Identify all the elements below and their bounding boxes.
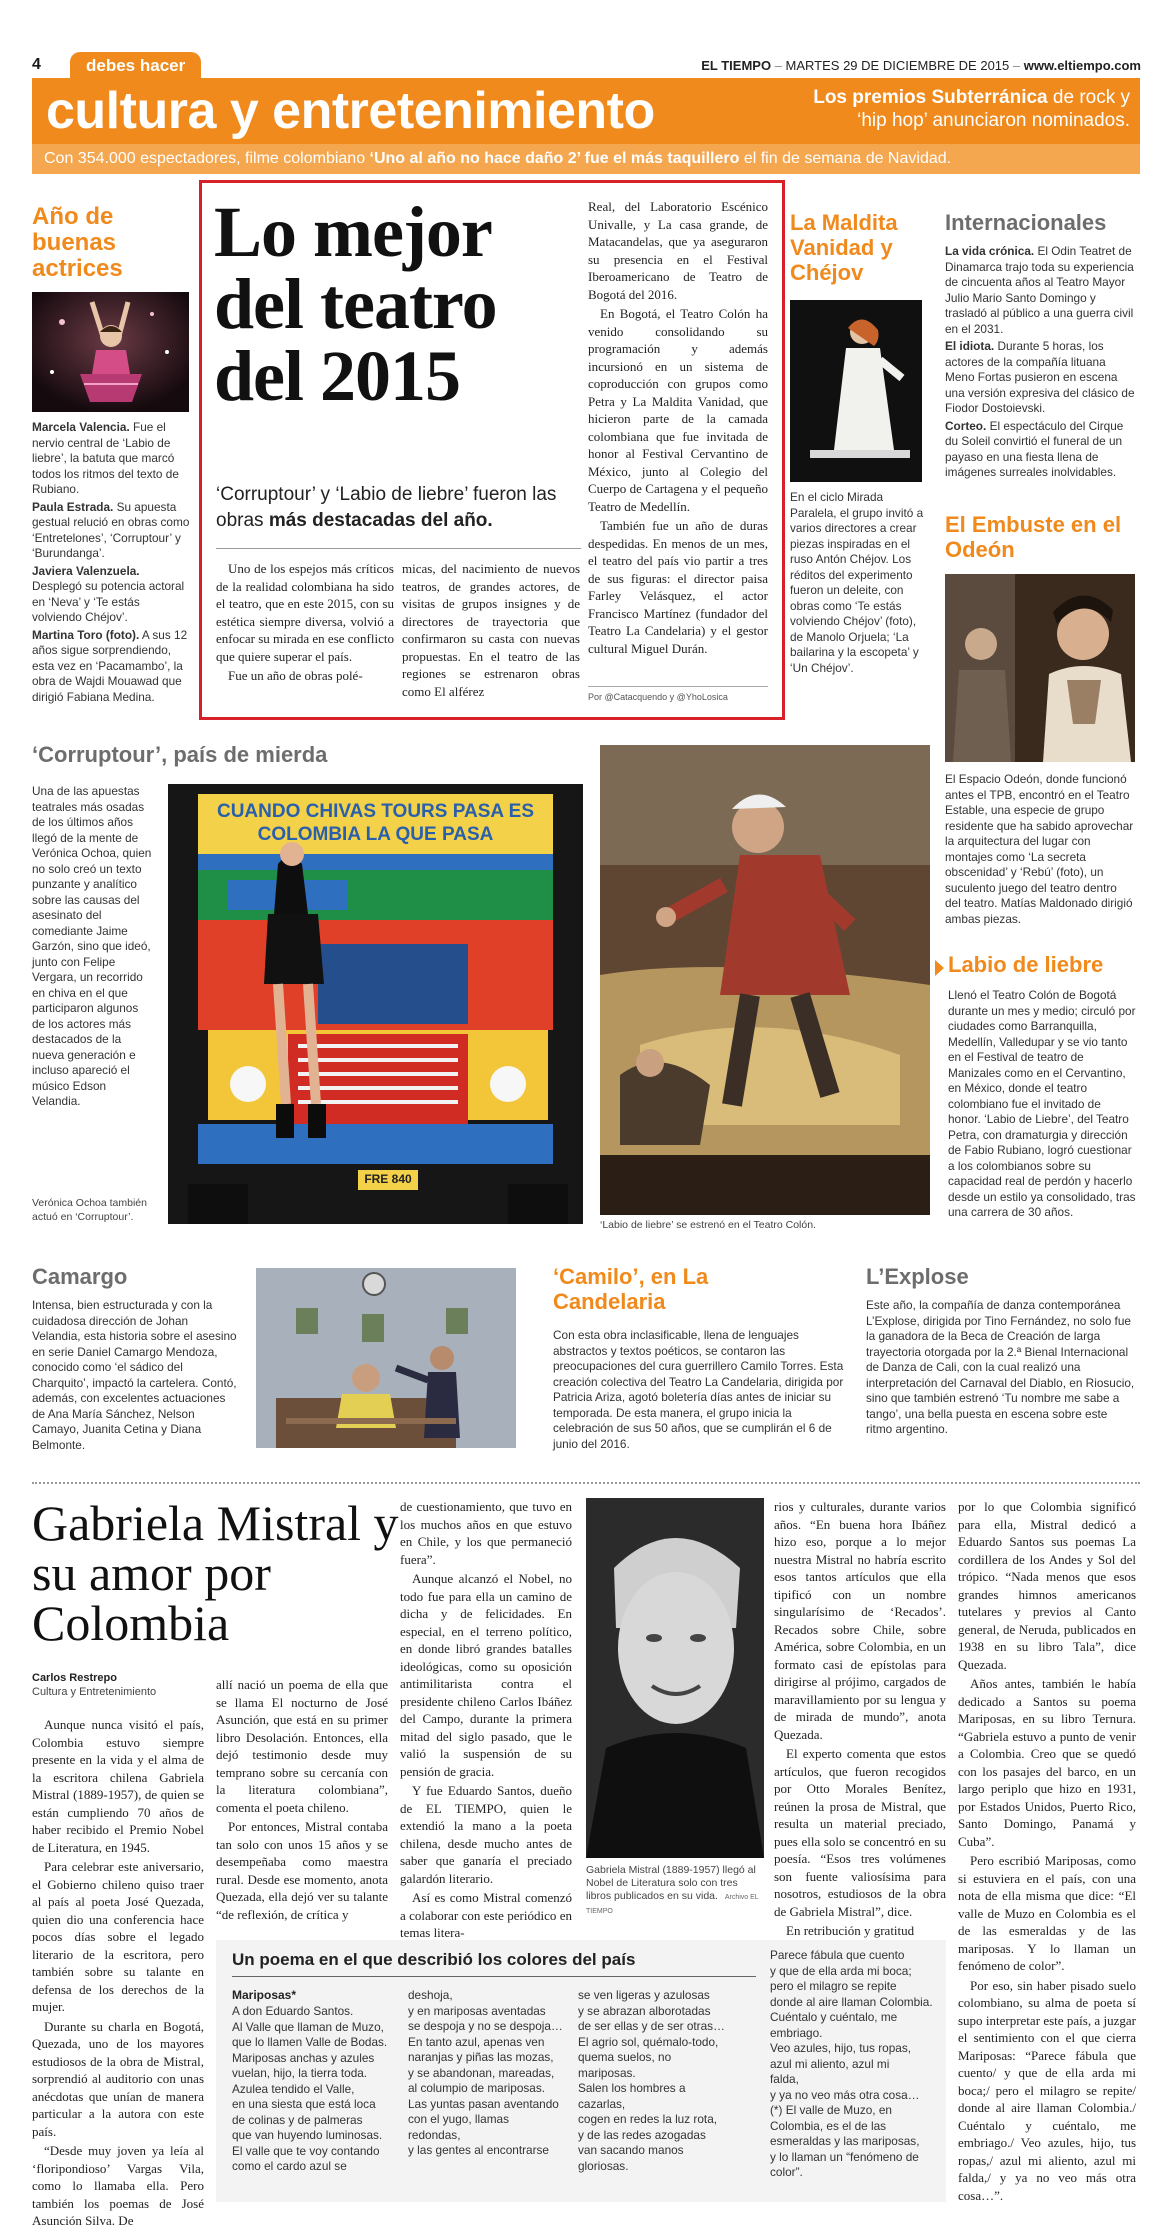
deck-a: ‘Corruptour’ y ‘Labio de liebre’ fueron las obras	[216, 484, 557, 531]
corruptour-text: Una de las apuestas teatrales más osadas de los últimos años llegó de la mente de Verónica Ochoa, quien no solo creó un texto punzante y analítico sobre las causas del asesinato del comediante Jaime Garzón, sino que ideó, junto con Felipe Vergara, un recorrido en chiva en el que participaron algunos de los actores más destacados de la nueva generación e incluso apareció el músico Edson Velandia.	[32, 784, 152, 1108]
mcol1-paragraph: Aunque nunca visitó el país, Colombia estuvo siempre presente en la vida y el alma de la escritora chilena Gabriela Mistral (1889-1957), de quien se están cumpliendo 70 años de haber recibido el Premio Nobel de Literatura, en 1945.	[32, 1717, 204, 1855]
feature-byline: Por @Catacquendo y @YhoLosica	[588, 692, 728, 702]
intl-text: El Odin Teatret de Dinamarca trajo toda su experiencia de cincuenta años al Teatro Mayor Julio Mario Santo Domingo y trasladó al público a una guerra civil en el 2031.	[945, 244, 1134, 336]
poem-line: naranjas y piñas las mozas,	[408, 2050, 554, 2064]
poem-line: y que de ella arda mi boca;	[770, 1963, 912, 1978]
intl-name: La vida crónica.	[945, 244, 1035, 258]
poem-line: se ven ligeras y azulosas	[578, 1988, 710, 2002]
camargo-title: Camargo	[32, 1264, 128, 1289]
labio-title: Labio de liebre	[948, 952, 1104, 977]
mistral-photo	[586, 1498, 764, 1858]
poem-line: redondas,	[408, 2127, 461, 2142]
actriz-text: Su apuesta gestual relució en obras como ‘Entretelones’, ‘Corruptour’ y ‘Burundanga’.	[32, 499, 190, 560]
mistral-col-3	[400, 1498, 572, 1944]
section-title: cultura y entretenimiento	[46, 82, 655, 140]
poem-line: de ser ellas y de ser otras…	[578, 2019, 725, 2033]
feature-col-2-p1: micas, del nacimiento de nuevos teatros, de grandes actores, de visitas de grupos insignes y de directores de trayectoria que confirmaron su casta con nuevas propuestas. En el teatro de las regiones se estrenaron obras como El alférez	[402, 561, 580, 699]
poem-line: Azulea tendido el Valle,	[232, 2081, 355, 2096]
poem-line: y las gentes al encontrarse	[408, 2143, 549, 2157]
embuste-photo	[945, 574, 1135, 762]
mcol1-paragraph: Para celebrar este aniversario, el Gobierno chileno quiso traer al país al poeta José Quezada, quien dio una conferencia hace pocos días sobre el legado literario de la escritora, pero también sobre su talante en defensa de los derechos de la mujer.	[32, 1859, 204, 2014]
poem-line: vuelan, hijo, la tierra toda.	[232, 2066, 368, 2080]
actriz-text: Fue el nervio central de ‘Labio de liebre’, la batuta que marcó todos los ritmos del texto de Rubiano.	[32, 420, 179, 496]
chiva-bus-illustration	[168, 784, 583, 1224]
feature-col-3-p1: Real, del Laboratorio Escénico Univalle, y La casa grande, de Matacandelas, que ya aseguraron su presencia en el Festival Iberoamericano de Teatro de Bogotá del 2016.	[588, 199, 768, 302]
deck-b: más destacadas del año.	[268, 510, 493, 531]
poem-line: Colombia, es el de las	[770, 2118, 887, 2133]
poem-header: Un poema en el que describió los colores del país	[232, 1950, 636, 1969]
poem-line: van sacando manos	[578, 2143, 684, 2157]
poem-col-2	[408, 1988, 568, 2159]
mistral-portrait	[586, 1498, 764, 1858]
poem-line: (*) El valle de Muzo, en	[770, 2103, 892, 2117]
poem-line: que lo llamen Valle de Bodas.	[232, 2035, 388, 2049]
poem-line: gloriosas.	[578, 2158, 629, 2173]
mcol1-paragraph: Durante su charla en Bogotá, Quezada, uno de los mayores estudiosos de la obra de Mistral, sorprendió al auditorio con unas anécdotas que unían de manera particular a la autora con este país.	[32, 2018, 204, 2139]
camargo-scene	[256, 1268, 516, 1448]
poem-line: y en mariposas aventadas	[408, 2003, 546, 2018]
mcol2-paragraph: allí nació un poema de ella que se llama El nocturno de José Asunción, que está en su primer libro Desolación. Entonces, ella dejó testimonio desde muy temprano sobre su cercanía con la literatura colombiana”, comenta el poeta chileno.	[216, 1677, 388, 1815]
mcol3-paragraph: Y fue Eduardo Santos, dueño de EL TIEMPO, quien le extendió la mano a la poeta chilena, desde mucho antes de saber que ganaría el preciado galardón literario.	[400, 1783, 572, 1886]
poem-line: donde al aire llaman Colombia.	[770, 1994, 933, 2009]
feature-col-3	[588, 198, 768, 659]
poem-line: En tanto azul, apenas ven	[408, 2034, 545, 2049]
poem-header-rule	[232, 1976, 756, 1977]
intl-name: Corteo.	[945, 418, 987, 433]
mcol4-paragraph: El experto comenta que estos artículos, que fueron recogidos por Otto Morales Benítez, reúnen la prosa de Mistral, que resulta un material preciado, pues ella solo se concentró en su poesía. “Esos tres volúmenes son fuente valiosísima para nosotros, estudiosos de la obra de Gabriela Mistral”, dice.	[774, 1746, 946, 1919]
poem-line: Cuéntalo y cuéntalo, me	[770, 2010, 898, 2024]
poem-line: pero el milagro se repite	[770, 1979, 897, 1993]
poem-line: Veo azules, hijo, tus ropas,	[770, 2041, 911, 2055]
labio-photo	[600, 745, 930, 1215]
promo-text	[800, 86, 1130, 132]
corruptour-title: ‘Corruptour’, país de mierda	[32, 742, 328, 767]
poem-line: Salen los hombres a	[578, 2081, 686, 2095]
actriz-name: Javiera Valenzuela.	[32, 563, 140, 578]
feature-col-1	[216, 560, 394, 687]
internacionales-list	[945, 244, 1135, 483]
mistral-author: Carlos Restrepo	[32, 1672, 117, 1684]
corruptour-photo	[168, 784, 583, 1224]
deck-rule	[216, 548, 581, 549]
actrices-list	[32, 420, 192, 707]
dancer-illustration	[32, 292, 189, 412]
poem-line: mariposas.	[578, 2065, 636, 2080]
camilo-text: Con esta obra inclasificable, llena de lenguajes abstractos y textos poéticos, se contaron las preocupaciones del cura guerrillero Camilo Torres. Esta creación colectiva del Teatro La Candelaria, dirigida por Patricia Ariza, agotó boletería días antes de iniciar su temporada. De esta manera, el grupo inicia la celebración de sus 50 años, que se cumplirán el 6 de junio del 2016.	[553, 1328, 844, 1451]
promo-bold: Los premios Subterránica	[813, 87, 1048, 108]
poem-line: esmeraldas y las mariposas,	[770, 2134, 920, 2148]
dotted-divider	[32, 1482, 1140, 1484]
poem-line: A don Eduardo Santos.	[232, 2004, 354, 2018]
mcol5-paragraph: por lo que Colombia significó para ella, Mistral dedicó a Eduardo Santos sus poemas La cordillera de los Andes y Sol del trópico. “Nada menos que esos grandes himnos americanos tutelares y previos al Canto general, de Neruda, publicados en 1938 en su libro Tala”, dice Quezada.	[958, 1499, 1136, 1672]
poem-line: Al Valle que llaman de Muzo,	[232, 2019, 384, 2034]
poem-line: deshoja,	[408, 1988, 453, 2002]
poem-line: Parece fábula que cuento	[770, 1948, 905, 1962]
feature-col-3-p3: También fue un año de duras despedidas. En menos de un mes, el teatro del país vio partir a tres de sus figuras: el director paisa Farley Velásquez, el actor Francisco Martínez (fundador del Teatro La Candelaria) y el gestor cultural Miguel Durán.	[588, 518, 768, 656]
intl-text: Durante 5 horas, los actores de la compañía lituana Meno Fortas pusieron en escena una versión expresiva del clásico de Fiodor Dostoievski.	[945, 339, 1135, 415]
intl-text: El espectáculo del Cirque du Soleil convirtió el funeral de un payaso en una fiesta llena de imágenes surreales inolvidables.	[945, 418, 1124, 479]
feature-col-2	[402, 560, 580, 702]
byline-rule	[588, 686, 768, 687]
poem-col-3	[578, 1988, 748, 2174]
actriz-text: A sus 12 años sigue sorprendiendo, esta vez en ‘Pacamambo’, la obra de Wajdi Mouawad que dirigió Fabiana Medina.	[32, 627, 188, 704]
actriz-text: Desplegó su potencia actoral en ‘Neva’ y ‘Te estás volviendo Chéjov’.	[32, 579, 185, 624]
poem-line: al columpio de mariposas.	[408, 2081, 546, 2095]
poem-line: y ya no veo más otra cosa…	[770, 2087, 920, 2102]
actrices-title: Año de buenas actrices	[32, 203, 123, 282]
mistral-photo-credit: Archivo EL TIEMPO	[586, 1894, 759, 1915]
mcol2-paragraph: Por entonces, Mistral contaba tan solo con unos 15 años y se desempeñaba como maestra rural. Desde ese momento, anota Quezada, ella dejó ver su talante “de reflexión, de crítica y	[216, 1819, 388, 1922]
camargo-text: Intensa, bien estructurada y con la cuidadosa dirección de Johan Velandia, esta historia sobre el asesino en serie Daniel Camargo Mendoza, conocido como ‘el sádico del Charquito’, impactó la cartelera. Contó, además, con excelentes actuaciones de Ana María Sánchez, Nelson Camayo, Juanita Cetina y Diana Belmonte.	[32, 1298, 237, 1452]
embuste-title: El Embuste en el Odeón	[945, 512, 1122, 562]
mcol5-paragraph: Por eso, sin haber pisado suelo colombiano, su alma de poeta sí supo interpretar este país, a juzgar el sentimiento con el que cierra Mariposas: “Parece fábula que cuento/ y que de ella arda mi boca;/ pero el milagro se repite/ donde al aire llaman Colombia./ Cuéntalo y cuéntalo, me embriago./ Veo azules, hijo, tus ropas,/ azul mi aliento, azul mi falda,/ y ya no veo más otra cosa…”.	[958, 1977, 1136, 2203]
poem-line: que van huyendo luminosas.	[232, 2128, 383, 2142]
mcol3-paragraph: Así es como Mistral comenzó a colaborar con este periódico en temas litera-	[400, 1890, 572, 1940]
mistral-caption-text: Gabriela Mistral (1889-1957) llegó al Nobel de Literatura solo con tres libros publicados en su vida.	[586, 1864, 756, 1902]
mcol1-paragraph: “Desde muy joven ya leía al ‘floripondioso’ Vargas Vila, como lo llamaba ella. Pero también los poemas de José Asunción Silva. De	[32, 2143, 204, 2228]
bus-sign: CUANDO CHIVAS TOURS PASA ES COLOMBIA LA QUE PASA	[216, 801, 535, 845]
labio-caption: ‘Labio de liebre’ se estrenó en el Teatro Colón.	[600, 1219, 816, 1231]
actriz-name: Paula Estrada.	[32, 499, 114, 514]
arrow-icon	[935, 960, 944, 976]
actress-white-dress	[790, 300, 922, 482]
subbar-a: Con 354.000 espectadores, filme colombiano	[44, 150, 370, 167]
mistral-col-2	[216, 1676, 388, 1925]
poem-line: cazarlas,	[578, 2096, 626, 2111]
mcol5-paragraph: Pero escribió Mariposas, como si estuviera en el país, con una nota de ella misma que dice: “El valle de Muzo en Colombia es el de las esmeraldas y de las mariposas. Y lo llaman un fenómeno de color”.	[958, 1853, 1136, 1973]
embuste-text: El Espacio Odeón, donde funcionó antes el TPB, encontró en el Teatro Estable, una especie de grupo residente que ha sabido aprovechar la arquitectura del lugar con montajes como ‘La secreta obscenidad’ y ‘Rebú’ (foto), un suculento juego del teatro dentro del teatro. Matías Maldonado dirigió ambas piezas.	[945, 772, 1134, 926]
feature-deck	[216, 482, 581, 534]
maldita-title: La Maldita Vanidad y Chéjov	[790, 210, 898, 285]
poem-col-1	[232, 2004, 402, 2175]
labio-text: Llenó el Teatro Colón de Bogotá durante un mes y medio; circuló por ciudades como Barranquilla, Medellín, Valledupar y se vio tanto en el Festival de teatro de Manizales como en el Cervantino, en México, donde el teatro colombiano fue el invitado de honor. ‘Labio de Liebre’, del Teatro Petra, con dramaturgia y dirección de Fabio Rubiano, logró cuestionar a los colombianos sobre su capacidad real de perdón y hacerlo desde un estilo ya consolidado, tras una carrera de 30 años.	[948, 988, 1136, 1219]
poem-line: se despoja y no se despoja…	[408, 2019, 563, 2033]
embuste-actors	[945, 574, 1135, 762]
poem-line: y de las redes azogadas	[578, 2127, 706, 2142]
mistral-photo-caption	[586, 1864, 764, 1918]
camilo-title: ‘Camilo’, en La Candelaria	[553, 1264, 709, 1314]
poem-line: y se abandonan, mareadas,	[408, 2065, 555, 2080]
explose-text: Este año, la compañía de danza contemporánea L’Explose, dirigida por Tino Fernández, no solo fue la ganadora de la Beca de Creación de larga trayectoria otorgada por la 2.ª Bienal Internacional de Danza de Cali, con la cual realizó una interpretación del Carnaval del Diablo, en Riosucio, sino que también estrenó ‘Tu nombre me sabe a tango’, una bella puesta en escena sobre este ritmo argentino.	[866, 1298, 1135, 1436]
page-number: 4	[32, 56, 41, 73]
mistral-title: Gabriela Mistral y su amor por Colombia	[32, 1495, 399, 1651]
mistral-col-1	[32, 1716, 204, 2232]
promo-rest: de rock y ‘hip hop’ anunciaron nominados.	[857, 87, 1130, 131]
actriz-name: Marcela Valencia.	[32, 420, 130, 434]
poem-line: como el cardo azul se	[232, 2159, 347, 2173]
corruptour-caption: Verónica Ochoa también actuó en ‘Corruptour’.	[32, 1197, 147, 1223]
maldita-text: En el ciclo Mirada Paralela, el grupo invitó a varios directores a crear piezas inspiradas en el ruso Antón Chéjov. Los réditos del experimento fueron un deleite, con obras como ‘Te estás volviendo Chéjov’ (foto), de Manolo Orjuela; ‘La bailarina y la escopeta’ y ‘Un Chéjov’.	[790, 490, 924, 675]
mcol3-paragraph: Aunque alcanzó el Nobel, no todo fue para ella un camino de dicha y de felicidades. En especial, en el terreno político, en donde libró grandes batalles ideológicas, como su oposición antimilitarista contra el presidente chileno Carlos Ibáñez del Campo, durante la primera mitad del siglo pasado, que le valió la suspensión de su pensión de gracia.	[400, 1571, 572, 1779]
intl-name: El idiota.	[945, 339, 995, 353]
feature-title: Lo mejor del teatro del 2015	[214, 192, 497, 416]
poem-line: color”.	[770, 2165, 803, 2179]
poem-line: quema suelos, no	[578, 2050, 672, 2064]
poem-line: y se abrazan alborotadas	[578, 2003, 711, 2018]
newspaper-name: EL TIEMPO	[701, 58, 772, 73]
poem-line: falda,	[770, 2072, 799, 2086]
poem-line: de colinas y de palmeras	[232, 2112, 363, 2127]
labio-actors	[600, 745, 930, 1215]
mistral-col-4	[774, 1498, 946, 1942]
section-tag: debes hacer	[70, 52, 201, 80]
masthead-info: EL TIEMPO – MARTES 29 DE DICIEMBRE DE 2015 – www.eltiempo.com	[701, 58, 1141, 73]
poem-line: con el yugo, llamas	[408, 2112, 509, 2126]
poem-col-4	[770, 1948, 946, 2181]
poem-line: azul mi aliento, azul mi	[770, 2056, 890, 2071]
poem-title: Mariposas*	[232, 1988, 297, 2002]
feature-col-3-p2: En Bogotá, el Teatro Colón ha venido consolidando su programación y además incursionó en un sistema de coproducción con grupos como Petra y La Maldita Vanidad, que hicieron parte de la camada colombiana que fue invitada de honor al Festival Cervantino de México, junto al Colegio del Cuerpo de Cartagena y el pequeño Teatro de Medellín.	[588, 306, 768, 514]
feature-col-1-p2: Fue un año de obras polé-	[228, 668, 363, 683]
mcol3-paragraph: de cuestionamiento, que tuvo en los muchos años en que estuvo en Chile, y los que permaneció fuera”.	[400, 1499, 572, 1567]
sub-banner	[32, 144, 1140, 174]
bus-plate: FRE 840	[364, 1172, 412, 1186]
poem-line: El valle que te voy contando	[232, 2143, 380, 2158]
mistral-author-section: Cultura y Entretenimiento	[32, 1686, 157, 1698]
poem-line: embriago.	[770, 2025, 823, 2040]
issue-date: MARTES 29 DE DICIEMBRE DE 2015	[785, 58, 1010, 73]
feature-col-1-p1: Uno de los espejos más críticos de la realidad colombiana ha sido el teatro, que en este 2015, con su estética siempre diversa, volvió a enfocar su mirada en ese conflicto que quiere superar el país.	[216, 561, 394, 664]
actress-photo	[32, 292, 189, 412]
poem-line: en una siesta que está loca	[232, 2097, 376, 2111]
poem-line: El agrio sol, quémalo-todo,	[578, 2034, 719, 2049]
poem-line: Las yuntas pasan aventando	[408, 2096, 559, 2111]
mcol5-paragraph: Años antes, también le había dedicado a Santos su poema Mariposas, en su libro Ternura. “Gabriela estuvo a punto de venir a Colombia. Creo que se quedó con los pasajes del barco, en un largo periplo que hizo en 1931, por Estados Unidos, Puerto Rico, Santo Domingo, Panamá y Cuba”.	[958, 1676, 1136, 1849]
website: www.eltiempo.com	[1023, 58, 1141, 73]
mcol4-paragraph: rios y culturales, durante varios años. “En buena hora Ibáñez hizo eso, porque a lo mejor nuestra Mistral no habría escrito esos tantos artículos que ella tipificó con un nombre singularísimo de ‘Recados’. Recados sobre Chile, sobre América, sobre Colombia, en un formato casi de epístolas para dirigirse al prójimo, cargados de maravillamiento por su lengua y de mirada de mundo”, anota Quezada.	[774, 1499, 946, 1742]
poem-line: Mariposas anchas y azules	[232, 2050, 375, 2065]
poem-line: y lo llaman un “fenómeno de	[770, 2149, 919, 2164]
subbar-b: ‘Uno al año no hace daño 2’ fue el más taquillero	[369, 150, 740, 167]
mistral-col-5	[958, 1498, 1136, 2206]
poem-line: cogen en redes la luz rota,	[578, 2112, 718, 2126]
explose-title: L’Explose	[866, 1264, 969, 1289]
maldita-photo	[790, 300, 922, 482]
camargo-photo	[256, 1268, 516, 1448]
mcol4-paragraph: En retribución y gratitud	[786, 1923, 915, 1938]
internacionales-title: Internacionales	[945, 210, 1107, 235]
subbar-c: el fin de semana de Navidad.	[739, 150, 952, 167]
actriz-name: Martina Toro (foto).	[32, 627, 140, 642]
